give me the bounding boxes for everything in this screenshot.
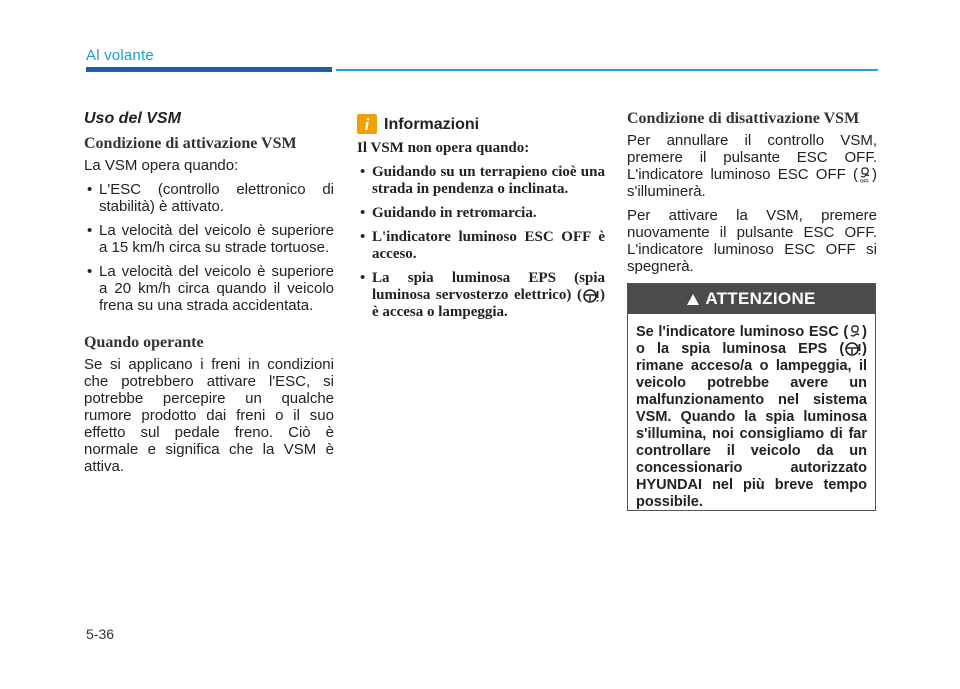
warning-part-2: ) o la spia luminosa EPS ( xyxy=(636,324,867,357)
operating-text: Se si applicano i freni in condizioni che potrebbero attivare l'ESC, si potrebbe percepire un qualche rumore prodotto dai freni o il suo effetto sul pedale freno. Ciò è normale e significa che la VSM è attiva. xyxy=(84,356,334,475)
eps-steering-icon xyxy=(844,342,862,356)
para1-suffix: ) s'illuminerà. xyxy=(627,166,877,201)
column-deactivation xyxy=(627,110,877,282)
activation-intro: La VSM opera quando: xyxy=(84,157,239,174)
activation-heading: Condizione di attivazione VSM xyxy=(84,135,297,152)
deactivation-para-2: Per attivare la VSM, premere nuovamente il pulsante ESC OFF. L'indicatore luminoso ESC OFF si spegnerà. xyxy=(627,207,877,276)
warning-box xyxy=(627,283,876,511)
section-title: Al volante xyxy=(86,47,154,64)
warning-part-3: ) rimane acceso/a o lampeggia, il veicolo potrebbe avere un malfunzionamento nel sistema VSM. Quando la spia luminosa s'illumina, noi consigliamo di far controllare il veicolo da un concessionario autorizzato HYUNDAI nel più breve tempo possibile. xyxy=(636,341,867,510)
info-intro: Il VSM non opera quando: xyxy=(357,140,530,156)
deactivation-heading: Condizione di disattivazione VSM xyxy=(627,110,860,127)
esc-off-car-icon xyxy=(858,167,872,183)
info-title: Informazioni xyxy=(384,115,480,133)
vsm-usage-heading: Uso del VSM xyxy=(84,110,181,127)
warning-triangle-icon xyxy=(687,294,699,305)
warning-title: ATTENZIONE xyxy=(705,289,816,308)
info-list xyxy=(357,164,605,321)
warning-part-1: Se l'indicatore luminoso ESC ( xyxy=(636,324,849,340)
info-body xyxy=(357,140,605,321)
list-item: • L'ESC (controllo elettronico di stabilità) è attivato. xyxy=(84,181,334,215)
eps-item-suffix: ) è accesa o lampeggia. xyxy=(372,287,605,320)
info-icon: i xyxy=(357,114,377,134)
column-information xyxy=(357,110,605,328)
column-vsm-usage xyxy=(84,110,334,482)
deactivation-para-1 xyxy=(627,132,877,200)
operating-heading: Quando operante xyxy=(84,334,204,351)
list-item: • Guidando su un terrapieno cioè una strada in pendenza o inclinata. xyxy=(357,164,605,198)
info-header xyxy=(357,114,605,134)
esc-car-icon xyxy=(848,324,862,340)
svg-text:OFF: OFF xyxy=(860,178,869,184)
warning-body xyxy=(628,314,875,511)
eps-item-prefix: La spia luminosa EPS (spia luminosa servosterzo elettrico) ( xyxy=(372,270,605,303)
list-item: • La velocità del veicolo è superiore a 15 km/h circa su strade tortuose. xyxy=(84,222,334,256)
list-item: • L'indicatore luminoso ESC OFF è acceso. xyxy=(357,229,605,263)
eps-steering-icon xyxy=(582,289,600,303)
header-bar-secondary xyxy=(336,69,878,71)
para1-prefix: Per annullare il controllo VSM, premere il pulsante ESC OFF. L'indicatore luminoso ESC OFF ( xyxy=(627,132,877,183)
list-item: • La velocità del veicolo è superiore a 20 km/h circa quando il veicolo frena su una strada accidentata. xyxy=(84,263,334,314)
list-item: • Guidando in retromarcia. xyxy=(357,205,605,222)
activation-list xyxy=(84,181,334,314)
header-bar-primary xyxy=(86,67,332,72)
page-number: 5-36 xyxy=(86,626,115,642)
list-item xyxy=(357,270,605,321)
warning-header xyxy=(628,284,875,314)
